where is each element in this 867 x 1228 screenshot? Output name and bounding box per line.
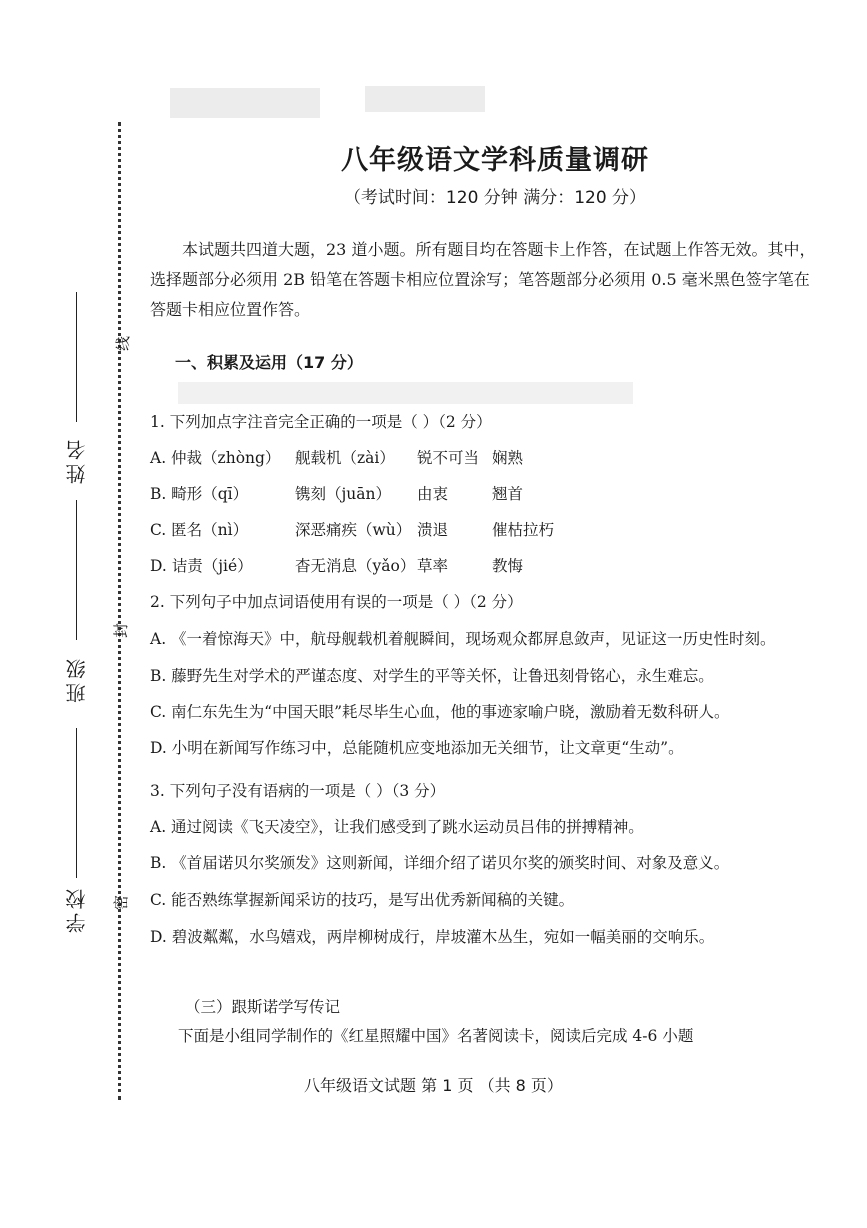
question-2-option-d: D. 小明在新闻写作练习中，总能随机应变地添加无关细节，让文章更“生动”。 [150,739,684,757]
question-2-option-c: C. 南仁东先生为“中国天眼”耗尽毕生心血，他的事迹家喻户晓，激励着无数科研人。 [150,703,730,721]
class-label: 班级 [65,655,89,703]
question-2-stem: 2. 下列句子中加点词语使用有误的一项是（ ）（2 分） [150,593,523,611]
school-underline [76,728,77,878]
binding-mark-seal: 封 [112,622,131,639]
question-2-option-b: B. 藤野先生对学术的严谨态度、对学生的平等关怀，让鲁迅刻骨铭心，永生难忘。 [150,667,714,685]
part-3-intro: 下面是小组同学制作的《红星照耀中国》名著阅读卡，阅读后完成 4-6 小题 [178,1027,694,1045]
class-underline [76,500,77,640]
question-1-option-d: D. 诘责（jié） 杳无消息（yǎo） 草率 教悔 [150,557,524,575]
question-3-option-d: D. 碧波粼粼，水鸟嬉戏，两岸柳树成行，岸坡灌木丛生，宛如一幅美丽的交响乐。 [150,928,715,946]
page-footer: 八年级语文试题 第 1 页 （共 8 页） [304,1076,563,1095]
exam-subtitle: （考试时间：120 分钟 满分：120 分） [343,188,647,208]
part-3-heading: （三）跟斯诺学写传记 [185,998,341,1016]
scan-smudge [170,88,320,118]
question-1-stem: 1. 下列加点字注音完全正确的一项是（ ）（2 分） [150,413,492,431]
name-underline [76,292,77,422]
question-3-option-b: B. 《首届诺贝尔奖颁发》这则新闻，详细介绍了诺贝尔奖的颁奖时间、对象及意义。 [150,854,730,872]
binding-mark-secret: 密 [112,894,131,911]
question-1-option-b: B. 畸形（qī） 镌刻（juān） 由衷 翘首 [150,485,524,503]
scan-smudge [365,86,485,112]
question-2-option-a: A. 《一着惊海天》中，航母舰载机着舰瞬间，现场观众都屏息敛声，见证这一历史性时刻。 [150,630,776,648]
question-3-option-a: A. 通过阅读《飞天凌空》，让我们感受到了跳水运动员吕伟的拼搏精神。 [150,818,644,836]
question-1-option-a: A. 仲裁（zhòng） 舰载机（zài） 锐不可当 娴熟 [150,449,524,467]
question-3-option-c: C. 能否熟练掌握新闻采访的技巧，是写出优秀新闻稿的关键。 [150,891,575,909]
exam-instructions: 本试题共四道大题，23 道小题。所有题目均在答题卡上作答，在试题上作答无效。其中，选择题部分必须用 2B 铅笔在答题卡相应位置涂写；笔答题部分必须用 0.5 毫米黑色签字笔在答题卡相应位置作答。 [150,240,816,319]
scan-band [178,382,633,404]
question-1-option-c: C. 匿名（nì） 深恶痛疾（wù） 溃退 催枯拉朽 [150,521,555,539]
binding-mark-line: 线 [114,335,133,352]
binding-dotted-line [118,122,121,1100]
school-label: 学校 [65,885,89,933]
exam-title: 八年级语文学科质量调研 [341,145,649,176]
section-heading: 一、积累及运用（17 分） [175,353,363,372]
question-3-stem: 3. 下列句子没有语病的一项是（ ）（3 分） [150,782,446,800]
name-label: 姓名 [65,436,89,484]
